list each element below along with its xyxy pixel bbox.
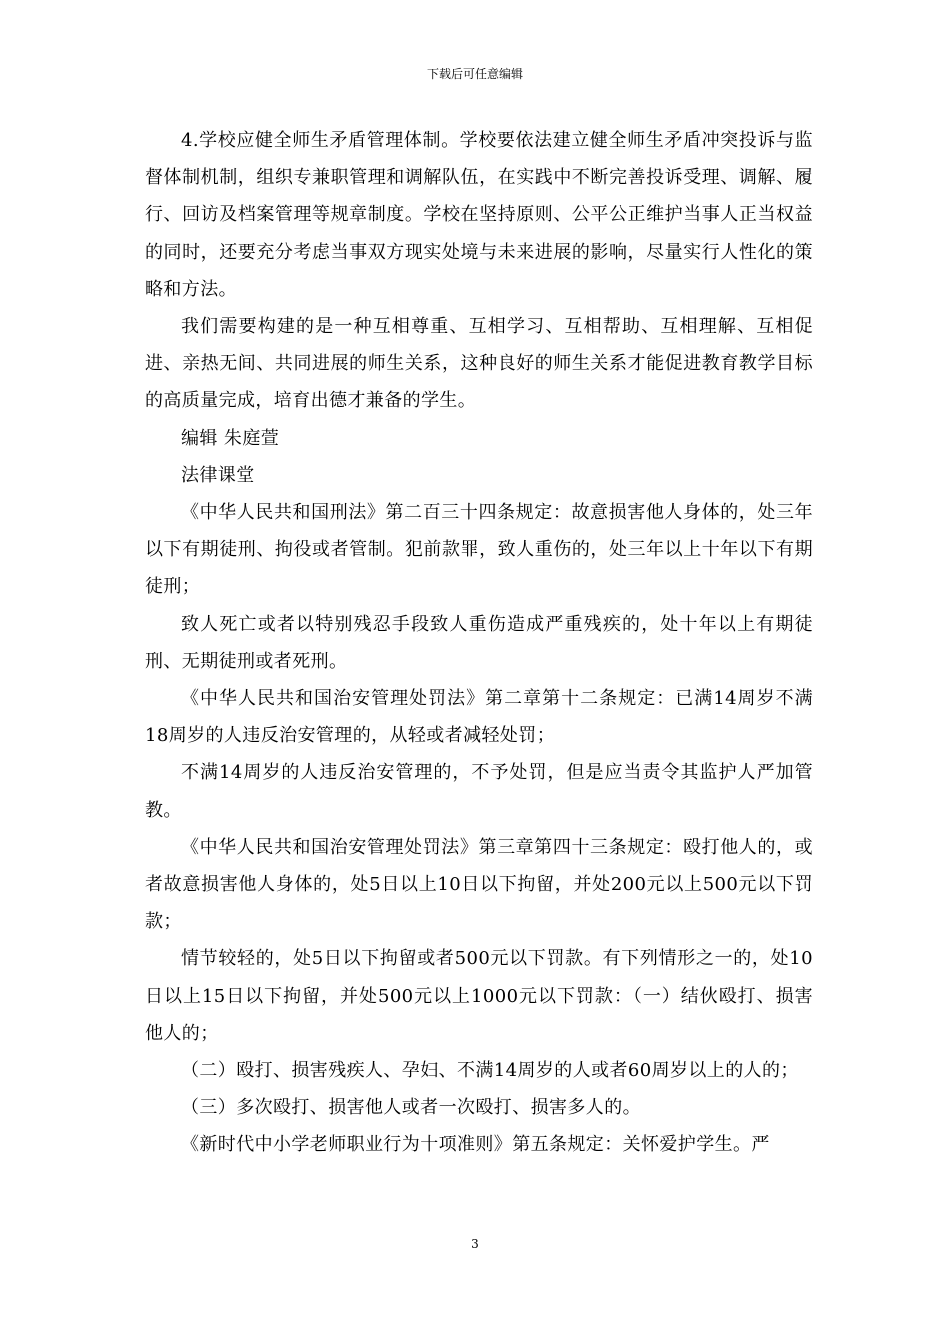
- paragraph-security-law-43: 《中华人民共和国治安管理处罚法》第三章第四十三条规定：殴打他人的，或者故意损害他人身体的，处5日以上10日以下拘留，并处200元以上500元以下罚款；: [145, 836, 813, 933]
- paragraph-teacher-code: 《新时代中小学老师职业行为十项准则》第五条规定：关怀爱护学生。严: [181, 1134, 770, 1156]
- paragraph-criminal-law-death: 致人死亡或者以特别残忍手段致人重伤造成严重残疾的，处十年以上有期徒刑、无期徒刑或者死刑。: [145, 613, 813, 672]
- page-number: 3: [471, 1237, 479, 1251]
- document-body: [145, 122, 813, 1164]
- paragraph-under-14: 不满14周岁的人违反治安管理的，不予处罚，但是应当责令其监护人严加管教。: [145, 762, 813, 821]
- paragraph-teacher-student-relationship: 我们需要构建的是一种互相尊重、互相学习、互相帮助、互相理解、互相促进、亲热无间、共同进展的师生关系，这种良好的师生关系才能促进教育教学目标的高质量完成，培育出德才兼备的学生。: [145, 316, 813, 412]
- header-note: 下载后可任意编辑: [426, 67, 523, 81]
- paragraph-school-conflict-management: 4.学校应健全师生矛盾管理体制。学校要依法建立健全师生矛盾冲突投诉与监督体制机制，组织专兼职管理和调解队伍，在实践中不断完善投诉受理、调解、履行、回访及档案管理等规章制度。学校在坚持原则、公平公正维护当事人正当权益的同时，还要充分考虑当事双方现实处境与未来进展的影响，尽量实行人性化的策略和方法。: [145, 130, 813, 300]
- paragraph-criminal-law-234: 《中华人民共和国刑法》第二百三十四条规定：故意损害他人身体的，处三年以下有期徒刑、拘役或者管制。犯前款罪，致人重伤的，处三年以上十年以下有期徒刑；: [145, 502, 813, 598]
- paragraph-section-title: 法律课堂: [181, 464, 255, 486]
- paragraph-editor: 编辑 朱庭萱: [181, 427, 280, 449]
- paragraph-item-three: （三）多次殴打、损害他人或者一次殴打、损害多人的。: [181, 1097, 641, 1119]
- paragraph-security-law-12: 《中华人民共和国治安管理处罚法》第二章第十二条规定：已满14周岁不满18周岁的人违反治安管理的，从轻或者减轻处罚；: [145, 688, 813, 747]
- paragraph-minor-circumstances: 情节较轻的，处5日以下拘留或者500元以下罚款。有下列情形之一的，处10日以上15日以下拘留，并处500元以上1000元以下罚款：（一）结伙殴打、损害他人的；: [145, 948, 813, 1044]
- paragraph-item-two: （二）殴打、损害残疾人、孕妇、不满14周岁的人或者60周岁以上的人的；: [181, 1060, 799, 1082]
